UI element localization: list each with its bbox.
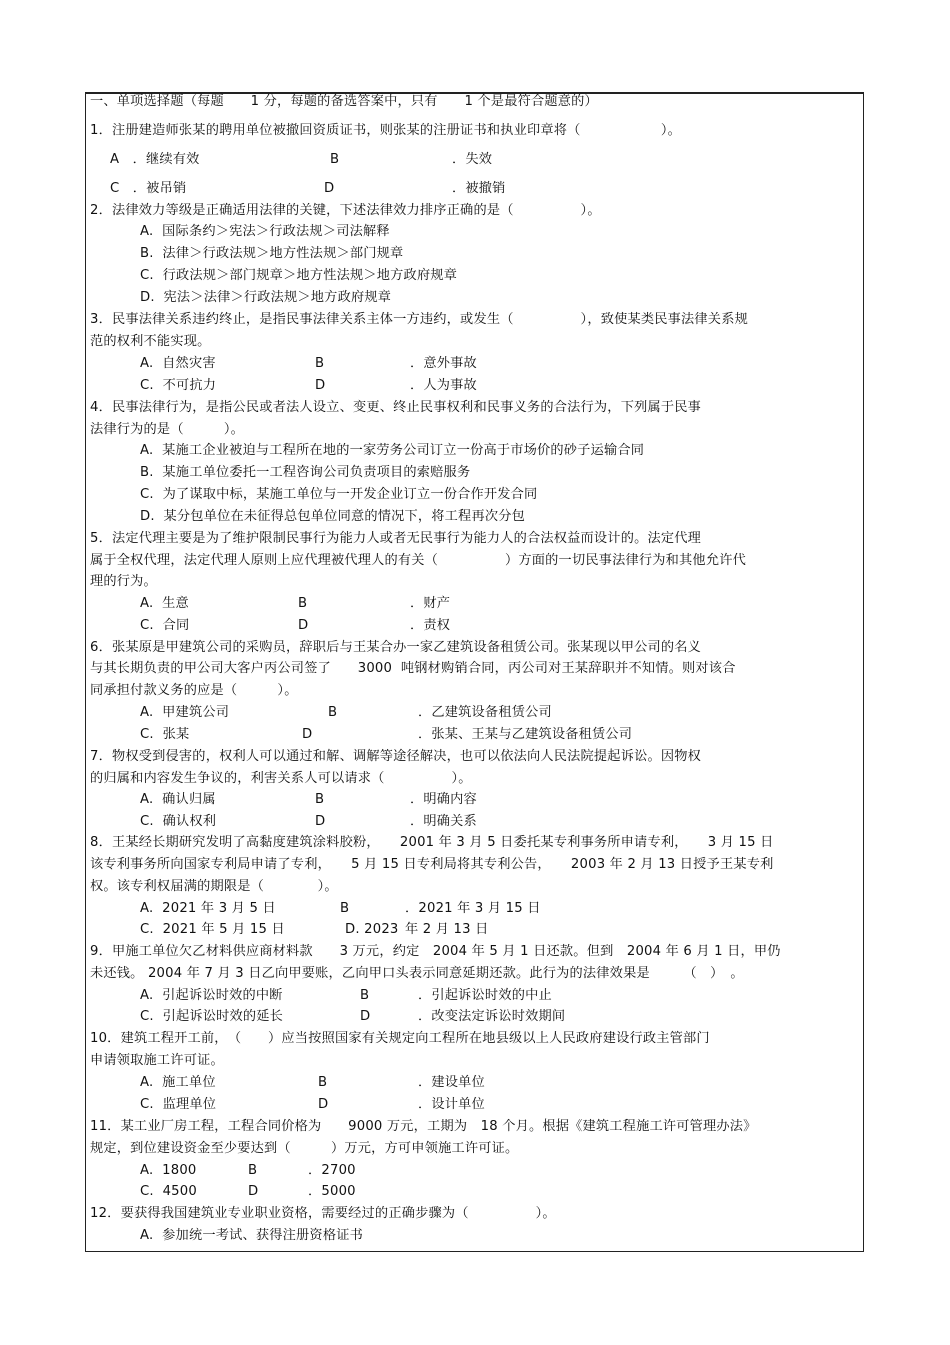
option-right: 年 2 月 13 日 [405, 922, 489, 937]
option-left: C. 2021 年 5 月 15 日 [140, 922, 285, 937]
question-line: 1．注册建造师张某的聘用单位被撤回资质证书，则张某的注册证书和执业印章将（ ）。 [90, 123, 682, 138]
question-line: 申请领取施工许可证。 [90, 1053, 224, 1068]
option-left: C. 监理单位 [140, 1097, 217, 1112]
option-letter: B [340, 901, 350, 916]
option-letter: B [318, 1075, 328, 1090]
option-letter: D [318, 1097, 329, 1112]
question-line: 范的权利不能实现。 [90, 334, 211, 349]
option-letter: D [302, 727, 313, 742]
option-line: A. 参加统一考试、获得注册资格证书 [140, 1228, 363, 1243]
question-line: 9．甲施工单位欠乙材料供应商材料款 3 万元，约定 2004 年 5 月 1 日还款。但到 2004 年 6 月 1 日，甲仍 [90, 944, 781, 959]
option-line: C. 行政法规＞部门规章＞地方性法规＞地方政府规章 [140, 268, 458, 283]
option-left: A. 甲建筑公司 [140, 705, 230, 720]
option-left: C. 合同 [140, 618, 190, 633]
question-line: 未还钱。 2004 年 7 月 3 日乙向甲要账，乙向甲口头表示同意延期还款。此行为的法律效果是 （ ） 。 [90, 966, 744, 981]
option-right: ．乙建筑设备租赁公司 [418, 705, 552, 720]
option-right: ．引起诉讼时效的中止 [418, 988, 552, 1003]
section-title: 一、单项选择题（每题 1 分，每题的备选答案中，只有 1 个是最符合题意的） [90, 94, 598, 109]
option-left: A. 1800 [140, 1163, 197, 1178]
question-line: 法律行为的是（ ）。 [90, 422, 245, 437]
question-line: 属于全权代理，法定代理人原则上应代理被代理人的有关（ ）方面的一切民事法律行为和其他允许代 [90, 553, 746, 568]
question-line: 5．法定代理主要是为了维护限制民事行为能力人或者无民事行为能力人的合法权益而设计的。法定代理 [90, 531, 702, 546]
question-line: 11．某工业厂房工程，工程合同价格为 9000 万元，工期为 18 个月。根据《建筑工程施工许可管理办法》 [90, 1119, 757, 1134]
option-line: D. 宪法＞法律＞行政法规＞地方政府规章 [140, 290, 392, 305]
question-line: 与其长期负责的甲公司大客户丙公司签了 3000 吨钢材购销合同，丙公司对王某辞职并不知情。则对该合 [90, 661, 736, 676]
question-line: 权。该专利权届满的期限是（ ）。 [90, 879, 338, 894]
option-line: A. 某施工企业被迫与工程所在地的一家劳务公司订立一份高于市场价的砂子运输合同 [140, 443, 645, 458]
option-letter: D [315, 814, 326, 829]
question-line: 2．法律效力等级是正确适用法律的关键，下述法律效力排序正确的是（ ）。 [90, 203, 601, 218]
question-line: 该专利事务所向国家专利局申请了专利， 5 月 15 日专利局将其专利公告， 2003 年 2 月 13 日授予王某专利 [90, 857, 774, 872]
option-right: ．建设单位 [418, 1075, 485, 1090]
option-right: ．改变法定诉讼时效期间 [418, 1009, 566, 1024]
option-left: A. 生意 [140, 596, 189, 611]
question-line: 12．要获得我国建筑业专业职业资格，需要经过的正确步骤为（ ）。 [90, 1206, 556, 1221]
option-left: C ．被吊销 [110, 181, 187, 196]
option-letter: B [248, 1163, 258, 1178]
option-right: ．明确内容 [410, 792, 477, 807]
option-letter: B [298, 596, 308, 611]
question-line: 规定，到位建设资金至少要达到（ ）万元，方可申领施工许可证。 [90, 1141, 519, 1156]
question-line: 10．建筑工程开工前， （ ）应当按照国家有关规定向工程所在地县级以上人民政府建设行政主管部门 [90, 1031, 710, 1046]
option-left: A ．继续有效 [110, 152, 200, 167]
option-line: C. 为了谋取中标，某施工单位与一开发企业订立一份合作开发合同 [140, 487, 538, 502]
option-right: ．5000 [308, 1184, 356, 1199]
question-line: 4．民事法律行为，是指公民或者法人设立、变更、终止民事权利和民事义务的合法行为，下列属于民事 [90, 400, 702, 415]
question-line: 同承担付款义务的应是（ ）。 [90, 683, 298, 698]
option-left: A. 2021 年 3 月 5 日 [140, 901, 276, 916]
option-line: A. 国际条约＞宪法＞行政法规＞司法解释 [140, 224, 390, 239]
option-letter: D [315, 378, 326, 393]
option-letter: D [298, 618, 309, 633]
option-left: C. 确认权利 [140, 814, 217, 829]
option-left: C. 不可抗力 [140, 378, 217, 393]
option-right: ．2700 [308, 1163, 356, 1178]
option-letter: B [330, 152, 340, 167]
option-right: ．失效 [452, 152, 493, 167]
option-left: A. 施工单位 [140, 1075, 216, 1090]
option-left: C. 引起诉讼时效的延长 [140, 1009, 284, 1024]
option-letter: B [360, 988, 370, 1003]
question-line: 的归属和内容发生争议的，利害关系人可以请求（ ）。 [90, 771, 472, 786]
option-letter: B [315, 792, 325, 807]
option-letter: D [360, 1009, 371, 1024]
option-right: ．2021 年 3 月 15 日 [405, 901, 541, 916]
option-line: B. 某施工单位委托一工程咨询公司负责项目的索赔服务 [140, 465, 471, 480]
option-right: ．明确关系 [410, 814, 477, 829]
option-letter: D. 2023 [345, 922, 399, 937]
question-line: 8．王某经长期研究发明了高黏度建筑涂料胶粉， 2001 年 3 月 5 日委托某专利事务所申请专利， 3 月 15 日 [90, 835, 774, 850]
option-letter: B [315, 356, 325, 371]
option-letter: D [248, 1184, 259, 1199]
option-left: A. 确认归属 [140, 792, 216, 807]
question-line: 3．民事法律关系违约终止，是指民事法律关系主体一方违约，或发生（ ），致使某类民事法律关系规 [90, 312, 748, 327]
option-right: ．人为事故 [410, 378, 477, 393]
option-left: A. 引起诉讼时效的中断 [140, 988, 283, 1003]
option-line: D. 某分包单位在未征得总包单位同意的情况下，将工程再次分包 [140, 509, 525, 524]
option-line: B. 法律＞行政法规＞地方性法规＞部门规章 [140, 246, 404, 261]
option-right: ．设计单位 [418, 1097, 485, 1112]
option-left: C. 张某 [140, 727, 190, 742]
option-letter: D [324, 181, 335, 196]
option-right: ．被撤销 [452, 181, 506, 196]
option-right: ．张某、王某与乙建筑设备租赁公司 [418, 727, 633, 742]
option-left: C. 4500 [140, 1184, 197, 1199]
option-right: ．意外事故 [410, 356, 477, 371]
option-left: A. 自然灾害 [140, 356, 216, 371]
option-right: ．责权 [410, 618, 451, 633]
option-right: ．财产 [410, 596, 451, 611]
question-line: 7．物权受到侵害的，权利人可以通过和解、调解等途径解决，也可以依法向人民法院提起诉讼。因物权 [90, 749, 702, 764]
question-line: 理的行为。 [90, 574, 157, 589]
option-letter: B [328, 705, 338, 720]
question-line: 6．张某原是甲建筑公司的采购员，辞职后与王某合办一家乙建筑设备租赁公司。张某现以甲公司的名义 [90, 640, 702, 655]
